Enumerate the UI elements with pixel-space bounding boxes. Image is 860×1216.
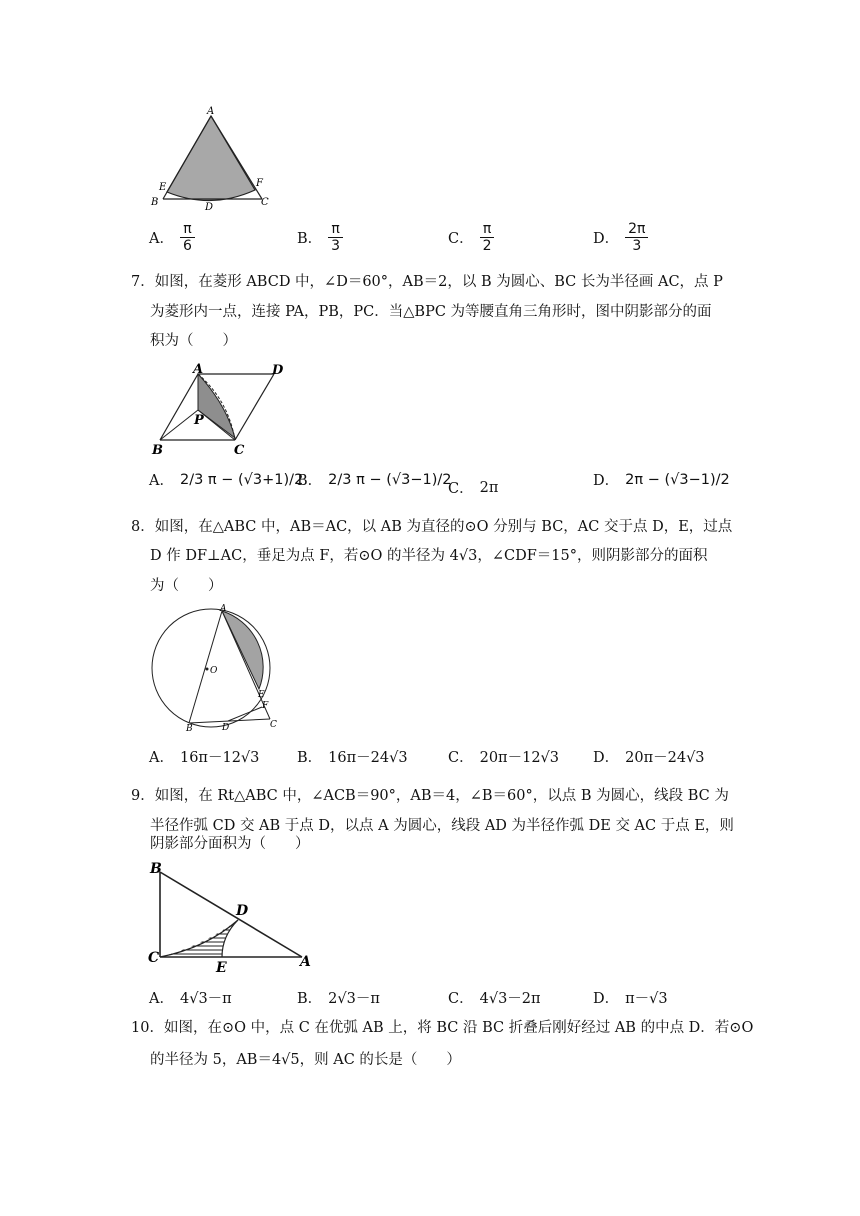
q8-shaded-region	[222, 611, 263, 689]
q9-shaded-region	[160, 920, 238, 957]
q9-label-c: C	[148, 950, 160, 966]
q8-option-c-letter: C．	[448, 750, 474, 766]
q7-label-a: A	[193, 362, 204, 377]
q9-option-a-expression: 4√3－π	[179, 991, 232, 1007]
q6-label-c: C	[261, 197, 269, 208]
q6-option-a-fraction: $\frac{\pi}{6}$	[180, 221, 195, 254]
q9-label-a: A	[300, 954, 311, 970]
q10-question-line-2: 的半径为 5，AB＝4√5，则 AC 的长是（ ）	[150, 1052, 461, 1068]
q9-option-d-letter: D．	[593, 991, 620, 1007]
q6-option-d-letter: D．	[593, 231, 620, 247]
q9-option-c-expression: 4√3－2π	[479, 991, 541, 1007]
q6-option-a[interactable]	[149, 221, 195, 254]
q7-option-c-expression: 2π	[479, 479, 499, 496]
q6-option-c[interactable]	[448, 221, 495, 254]
q8-label-b: B	[186, 724, 193, 732]
q9-question-line-2: 半径作弧 CD 交 AB 于点 D，以点 A 为圆心，线段 AD 为半径作弧 DE 交 AC 于点 E，则	[150, 818, 734, 834]
q7-label-b: B	[152, 443, 163, 458]
q8-option-a-expression: 16π－12√3	[179, 750, 260, 766]
q8-segment-df	[228, 707, 262, 721]
q6-label-b: B	[151, 197, 159, 208]
q8-option-b[interactable]	[297, 746, 408, 767]
q6-option-a-letter: A．	[149, 231, 174, 247]
q8-label-d: D	[222, 723, 230, 732]
q7-option-b-expression: 2/3 π − (√3−1)/2	[328, 471, 452, 488]
q6-option-b-letter: B．	[297, 231, 323, 247]
q7-label-d: D	[272, 363, 284, 378]
q6-label-e: E	[159, 182, 167, 193]
q6-shaded-sector	[167, 116, 255, 201]
q6-option-b-fraction: $\frac{\pi}{3}$	[328, 221, 343, 254]
q8-question-line-1: 8．如图，在△ABC 中，AB＝AC，以 AB 为直径的⊙O 分别与 BC，AC 交于点 D，E，过点	[131, 519, 733, 535]
q8-question-line-2: D 作 DF⊥AC，垂足为点 F，若⊙O 的半径为 4√3，∠CDF＝15°，则阴影部分的面积	[150, 548, 708, 564]
q7-question-line-2: 为菱形内一点，连接 PA，PB，PC．当△BPC 为等腰直角三角形时，图中阴影部分的面	[150, 304, 712, 320]
q6-option-c-fraction: $\frac{\pi}{2}$	[480, 221, 495, 254]
q7-option-b[interactable]	[297, 469, 451, 490]
q9-option-c[interactable]	[448, 987, 541, 1008]
q7-figure	[148, 360, 293, 460]
q8-option-c[interactable]	[448, 746, 559, 767]
q9-option-b[interactable]	[297, 987, 380, 1008]
q9-label-e: E	[216, 960, 227, 976]
q8-question-line-3: 为（ ）	[150, 578, 223, 594]
q7-question-line-1: 7．如图，在菱形 ABCD 中，∠D＝60°，AB＝2，以 B 为圆心、BC 长为半径画 AC，点 P	[131, 274, 723, 290]
q10-question-line-1: 10．如图，在⊙O 中，点 C 在优弧 AB 上，将 BC 沿 BC 折叠后刚好经过 AB 的中点 D．若⊙O	[131, 1020, 754, 1036]
q7-option-b-letter: B．	[297, 473, 323, 489]
q8-label-a: A	[220, 604, 227, 614]
q8-label-e: E	[258, 690, 265, 700]
q9-label-b: B	[150, 861, 162, 877]
q7-option-d[interactable]	[593, 469, 730, 490]
q9-option-a-letter: A．	[149, 991, 174, 1007]
q6-option-c-letter: C．	[448, 231, 474, 247]
q8-center-dot	[206, 668, 209, 671]
q7-question-line-3: 积为（ ）	[150, 333, 237, 349]
q9-question-line-1: 9．如图，在 Rt△ABC 中，∠ACB＝90°，AB＝4，∠B＝60°，以点 B 为圆心，线段 BC 为	[131, 788, 729, 804]
q8-option-c-expression: 20π－12√3	[479, 750, 560, 766]
q7-option-d-expression: 2π − (√3−1)/2	[625, 471, 730, 488]
q6-label-f: F	[256, 178, 263, 189]
q8-option-d-letter: D．	[593, 750, 620, 766]
q6-label-a: A	[207, 106, 215, 117]
q9-option-d-expression: π－√3	[625, 991, 668, 1007]
q8-label-c: C	[270, 720, 277, 730]
q9-option-d[interactable]	[593, 987, 668, 1008]
q8-side-bc	[189, 719, 270, 723]
q9-option-c-letter: C．	[448, 991, 474, 1007]
q8-option-a[interactable]	[149, 746, 259, 767]
q6-option-d-fraction: $\frac{2\pi}{3}$	[625, 221, 648, 254]
q7-label-c: C	[234, 443, 245, 458]
q6-option-b[interactable]	[297, 221, 343, 254]
q8-option-d-expression: 20π－24√3	[625, 750, 705, 766]
q8-option-d[interactable]	[593, 746, 705, 767]
q7-option-a-expression: 2/3 π − (√3+1)/2	[179, 471, 304, 488]
q6-option-d[interactable]	[593, 221, 648, 254]
q8-label-o: O	[210, 666, 218, 676]
q7-side-ab	[160, 374, 198, 440]
q9-question-line-3: 阴影部分面积为（ ）	[150, 836, 310, 852]
q6-figure	[145, 104, 280, 210]
q6-label-d: D	[205, 202, 214, 210]
q9-label-d: D	[236, 903, 249, 919]
q7-segment-pb	[160, 410, 198, 440]
q9-option-b-letter: B．	[297, 991, 323, 1007]
q7-option-a-letter: A．	[149, 473, 174, 489]
q7-shaded-region	[198, 374, 235, 438]
q8-figure	[148, 604, 283, 732]
q8-label-f: F	[262, 701, 269, 711]
q9-figure	[146, 860, 316, 976]
q7-option-c-letter: C．	[448, 481, 474, 497]
q8-option-b-expression: 16π－24√3	[328, 750, 408, 766]
q7-side-dc	[235, 374, 274, 440]
q9-side-ba	[160, 872, 302, 957]
q9-option-b-expression: 2√3－π	[328, 991, 380, 1007]
q9-option-a[interactable]	[149, 987, 232, 1008]
q7-option-d-letter: D．	[593, 473, 620, 489]
q8-option-a-letter: A．	[149, 750, 174, 766]
q7-option-a[interactable]	[149, 469, 303, 490]
q8-option-b-letter: B．	[297, 750, 323, 766]
q7-label-p: P	[194, 413, 204, 428]
q7-option-c[interactable]	[448, 477, 498, 498]
